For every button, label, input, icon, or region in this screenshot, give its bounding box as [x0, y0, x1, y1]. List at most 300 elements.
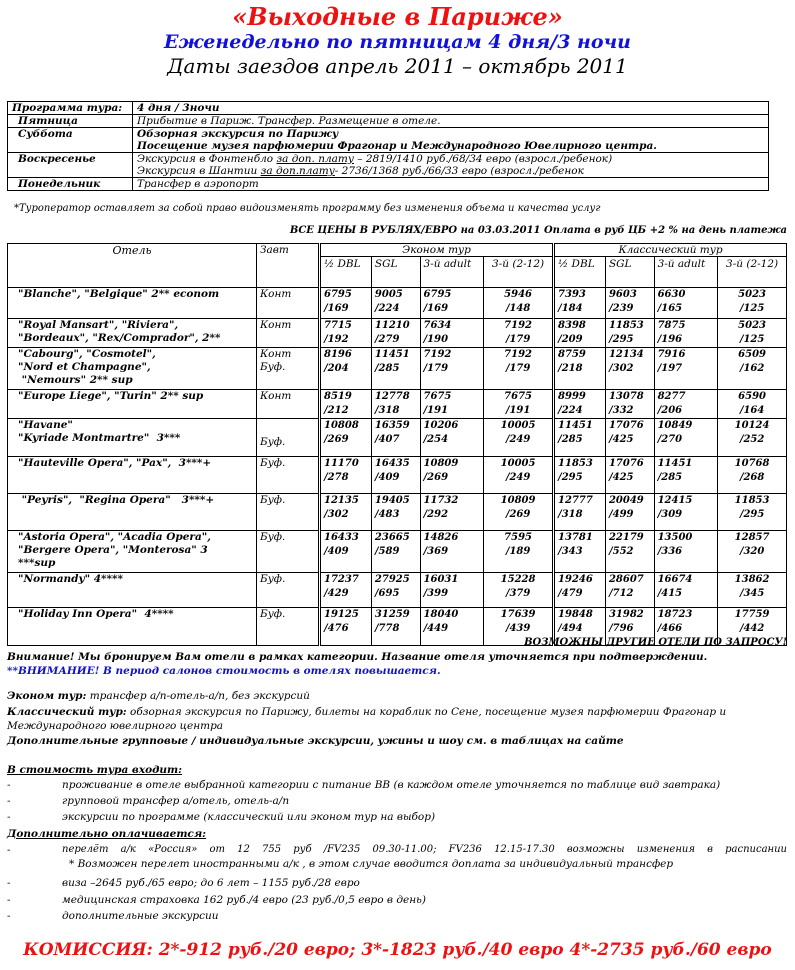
price-eur: /476	[324, 623, 349, 634]
dash-bullet: -	[7, 811, 11, 823]
price-eur: /218	[558, 363, 583, 374]
price-eur: /415	[657, 588, 683, 599]
hotel-price-row	[8, 419, 787, 457]
price-eur: /494	[558, 623, 583, 634]
econom-price-cell	[484, 419, 554, 457]
classic-price-cell	[605, 348, 654, 390]
price-eur: /336	[657, 546, 683, 557]
econom-price-cell	[484, 531, 554, 573]
hotel-name	[8, 494, 257, 531]
price-rub: 13781	[558, 532, 593, 543]
price-eur: /320	[739, 546, 765, 557]
classic-price-cell	[605, 319, 654, 348]
hotel-price-row	[8, 319, 787, 348]
classic-price-cell	[554, 348, 606, 390]
classic-price-cell	[718, 319, 787, 348]
price-eur: /332	[608, 405, 634, 416]
econom-price-cell	[320, 390, 372, 419]
program-duration: 4 дня / 3ночи	[133, 102, 769, 115]
price-eur: /292	[423, 509, 449, 520]
day-name: Пятница	[8, 115, 133, 128]
price-eur: /179	[505, 363, 531, 374]
breakfast-line: Буф.	[260, 573, 286, 585]
price-eur: /165	[657, 303, 683, 314]
hotel-name	[8, 419, 257, 457]
econom-price-cell	[371, 348, 420, 390]
price-rub: 11451	[558, 420, 593, 431]
price-rub: 12415	[657, 495, 693, 506]
classic-price-cell	[718, 419, 787, 457]
classic-price-cell	[554, 494, 606, 531]
price-rub: 31259	[374, 609, 410, 620]
price-eur: /190	[423, 334, 449, 345]
price-eur: /295	[739, 509, 765, 520]
econom-price-cell	[420, 573, 484, 608]
econom-price-cell	[420, 608, 484, 646]
extra-charge-link: за доп. плату	[276, 153, 354, 165]
econom-price-cell	[320, 419, 372, 457]
classic-price-cell	[554, 531, 606, 573]
price-rub: 6795	[423, 289, 452, 300]
hotel-name-line: "Nord et Champagne",	[18, 361, 151, 373]
classic-price-cell	[554, 419, 606, 457]
econom-price-cell	[484, 494, 554, 531]
price-rub: 17076	[608, 458, 644, 469]
hotel-name-line: "Hauteville Opera", "Pax", 3***+	[18, 457, 212, 469]
classic-price-cell	[605, 494, 654, 531]
price-rub: 28607	[608, 574, 644, 585]
price-rub: 19246	[558, 574, 593, 585]
hotel-name-line: "Cabourg", "Cosmotel",	[18, 348, 156, 360]
hotel-name	[8, 390, 257, 419]
econom-price-cell	[420, 494, 484, 531]
activity-text: – 2819/1410 руб./68/34 евро (взросл./ребенок)	[353, 153, 613, 165]
dash-bullet: -	[7, 910, 11, 922]
hotel-column-header: Отель	[8, 244, 257, 288]
econom-price-cell	[420, 319, 484, 348]
price-rub: 7916	[657, 349, 686, 360]
price-eur: /295	[558, 472, 583, 483]
classic-price-cell	[554, 457, 606, 494]
price-eur: /479	[558, 588, 583, 599]
price-rub: 15228	[500, 574, 536, 585]
econom-price-cell	[320, 608, 372, 646]
price-rub: 7715	[324, 320, 352, 331]
classic-description	[7, 705, 787, 733]
hotel-price-row	[8, 531, 787, 573]
price-rub: 12857	[734, 532, 770, 543]
price-rub: 6509	[738, 349, 766, 360]
price-eur: /318	[558, 509, 583, 520]
price-eur: /249	[505, 434, 531, 445]
price-rub: 5023	[738, 320, 766, 331]
econom-price-cell	[420, 348, 484, 390]
price-rub: 19848	[558, 609, 593, 620]
price-eur: /345	[739, 588, 765, 599]
price-rub: 12135	[324, 495, 359, 506]
hotel-name	[8, 319, 257, 348]
econom-price-cell	[320, 288, 372, 319]
price-eur: /204	[324, 363, 349, 374]
price-rub: 12778	[374, 391, 410, 402]
price-eur: /125	[739, 303, 765, 314]
dash-bullet: -	[7, 844, 11, 856]
price-eur: /429	[324, 588, 349, 599]
price-rub: 10005	[500, 458, 536, 469]
price-rub: 13862	[734, 574, 770, 585]
classic-price-cell	[718, 573, 787, 608]
econom-price-cell	[371, 419, 420, 457]
price-rub: 10809	[423, 458, 459, 469]
econom-price-cell	[371, 457, 420, 494]
hotel-name-line: "Europe Liege", "Turin" 2** sup	[18, 390, 204, 402]
breakfast-line: Конт	[260, 390, 292, 402]
price-rub: 11210	[374, 320, 410, 331]
price-eur: /270	[657, 434, 683, 445]
price-column-header: SGL	[371, 257, 420, 288]
price-eur: /279	[374, 334, 400, 345]
price-eur: /343	[558, 546, 583, 557]
price-eur: /302	[324, 509, 349, 520]
classic-label: Классический тур:	[7, 706, 127, 718]
dash-bullet: -	[7, 877, 11, 889]
program-day-row	[8, 153, 769, 178]
econom-price-cell	[420, 457, 484, 494]
hotel-name-line: "Royal Mansart", "Riviera",	[18, 319, 179, 331]
price-rub: 6630	[657, 289, 686, 300]
price-rub: 11170	[324, 458, 359, 469]
econom-price-cell	[371, 288, 420, 319]
breakfast-line: Конт	[260, 288, 292, 300]
activity-line: Посещение музея парфюмерии Фрагонар и Международного Ювелирного центра.	[137, 140, 657, 152]
econom-price-cell	[320, 494, 372, 531]
classic-price-cell	[605, 457, 654, 494]
econom-price-cell	[420, 419, 484, 457]
hotel-price-row	[8, 288, 787, 319]
hotel-name	[8, 573, 257, 608]
included-item-text: групповой трансфер а/отель, отель-а/п	[62, 795, 290, 807]
price-rub: 10124	[734, 420, 770, 431]
price-rub: 23665	[374, 532, 410, 543]
additional-item-text: * Возможен перелет иностранными а/к , в этом случае вводится доплата за индивидуальный трансфер	[69, 858, 674, 870]
price-rub: 7875	[657, 320, 686, 331]
price-eur: /295	[608, 334, 634, 345]
price-rub: 19125	[324, 609, 359, 620]
price-eur: /224	[374, 303, 400, 314]
price-header-row	[8, 244, 787, 257]
price-eur: /425	[608, 434, 634, 445]
price-eur: /695	[374, 588, 400, 599]
price-eur: /449	[423, 623, 449, 634]
price-rub: 5946	[504, 289, 532, 300]
dash-bullet: -	[7, 779, 11, 791]
price-eur: /179	[423, 363, 449, 374]
program-header-row	[8, 102, 769, 115]
hotel-name-line: "Normandy" 4****	[18, 573, 123, 585]
price-eur: /252	[739, 434, 765, 445]
econom-group-header: Эконом тур	[320, 244, 554, 257]
hotel-price-row	[8, 390, 787, 419]
price-eur: /197	[657, 363, 683, 374]
price-column-header: 3-й adult	[420, 257, 484, 288]
price-eur: /409	[374, 472, 400, 483]
econom-price-cell	[371, 319, 420, 348]
price-eur: /439	[505, 623, 531, 634]
price-rub: 6590	[738, 391, 766, 402]
econom-price-cell	[371, 531, 420, 573]
day-name: Суббота	[8, 128, 133, 153]
price-eur: /552	[608, 546, 634, 557]
price-eur: /269	[505, 509, 531, 520]
day-name: Понедельник	[8, 178, 133, 191]
price-table	[7, 243, 787, 646]
price-rub: 12134	[608, 349, 644, 360]
econom-price-cell	[320, 531, 372, 573]
econom-price-cell	[320, 573, 372, 608]
day-activity: Прибытие в Париж. Трансфер. Размещение в отеле.	[133, 115, 769, 128]
price-eur: /162	[739, 363, 765, 374]
hotel-name	[8, 288, 257, 319]
breakfast-line: Буф.	[260, 436, 286, 448]
price-eur: /196	[657, 334, 683, 345]
price-eur: /407	[374, 434, 400, 445]
price-eur: /796	[608, 623, 634, 634]
hotel-name-line: "Astoria Opera", "Acadia Opera",	[18, 531, 211, 543]
hotel-name-line: ***sup	[18, 557, 56, 569]
breakfast-line: Конт	[260, 348, 292, 360]
classic-price-cell	[605, 419, 654, 457]
breakfast-type	[257, 494, 320, 531]
page-title: «Выходные в Париже»	[232, 2, 563, 31]
price-eur: /278	[324, 472, 349, 483]
commission-line: КОМИССИЯ: 2*-912 руб./20 евро; 3*-1823 руб./40 евро 4*-2735 руб./60 евро	[23, 940, 772, 960]
price-rub: 10849	[657, 420, 693, 431]
hotel-name-line: "Nemours" 2** sup	[18, 374, 133, 386]
price-rub: 8519	[324, 391, 352, 402]
price-rub: 18040	[423, 609, 459, 620]
price-rub: 7393	[558, 289, 586, 300]
price-eur: /425	[608, 472, 634, 483]
classic-price-cell	[718, 348, 787, 390]
price-rub: 22179	[608, 532, 644, 543]
price-eur: /778	[374, 623, 400, 634]
price-eur: /369	[423, 546, 449, 557]
price-eur: /379	[505, 588, 531, 599]
price-rub: 13500	[657, 532, 693, 543]
breakfast-type	[257, 608, 320, 646]
price-rub: 14826	[423, 532, 459, 543]
price-rub: 13078	[608, 391, 644, 402]
price-rub: 27925	[374, 574, 410, 585]
included-item-text: экскурсии по программе (классический или эконом тур на выбор)	[62, 811, 436, 823]
activity-text: Экскурсия в Фонтенбло	[137, 153, 277, 165]
additional-item-text: дополнительные экскурсии	[62, 910, 219, 922]
breakfast-type	[257, 348, 320, 390]
price-rub: 10206	[423, 420, 459, 431]
breakfast-line: Буф.	[260, 531, 286, 543]
hotel-name	[8, 531, 257, 573]
breakfast-type	[257, 319, 320, 348]
breakfast-line: Буф.	[260, 457, 286, 469]
price-eur: /302	[608, 363, 634, 374]
breakfast-type	[257, 457, 320, 494]
breakfast-line: Конт	[260, 319, 292, 331]
price-rub: 8759	[558, 349, 586, 360]
price-eur: /164	[739, 405, 765, 416]
price-column-header: 3-й (2-12)	[484, 257, 554, 288]
price-rub: 5023	[738, 289, 766, 300]
hotel-name-line: "Bordeaux", "Rex/Comprador", 2**	[18, 332, 221, 344]
price-column-header: 3-й adult	[654, 257, 718, 288]
price-rub: 6795	[324, 289, 352, 300]
price-rub: 8398	[558, 320, 586, 331]
price-eur: /189	[505, 546, 531, 557]
econom-price-cell	[371, 573, 420, 608]
price-rub: 10809	[500, 495, 536, 506]
prices-note: ВСЕ ЦЕНЫ В РУБЛЯХ/ЕВРО на 03.03.2011 Оплата в руб ЦБ +2 % на день платежа	[289, 225, 787, 236]
price-eur: /209	[558, 334, 583, 345]
activity-line	[137, 153, 764, 165]
price-eur: /269	[324, 434, 349, 445]
econom-price-cell	[371, 494, 420, 531]
price-rub: 11451	[374, 349, 410, 360]
activity-text: Экскурсия в Шантии	[137, 165, 261, 177]
price-eur: /442	[739, 623, 765, 634]
day-activity	[133, 128, 769, 153]
price-rub: 19405	[374, 495, 410, 506]
price-column-header: ½ DBL	[554, 257, 606, 288]
booking-warning: Внимание! Мы бронируем Вам отели в рамках категории. Название отеля уточняется при подтверждении.	[7, 651, 708, 663]
hotel-name-line: "Peyris", "Regina Opera" 3***+	[18, 494, 215, 506]
classic-price-cell	[605, 531, 654, 573]
hotel-name-line: "Holiday Inn Opera" 4****	[18, 608, 174, 620]
classic-price-cell	[654, 419, 718, 457]
price-rub: 17076	[608, 420, 644, 431]
econom-price-cell	[484, 390, 554, 419]
program-day-row	[8, 115, 769, 128]
price-rub: 7675	[423, 391, 452, 402]
price-rub: 20049	[608, 495, 644, 506]
classic-price-cell	[654, 319, 718, 348]
price-rub: 16359	[374, 420, 410, 431]
classic-price-cell	[554, 288, 606, 319]
other-hotels-note: ВОЗМОЖНЫ ДРУГИЕ ОТЕЛИ ПО ЗАПРОСУ!	[524, 637, 787, 648]
classic-price-cell	[718, 531, 787, 573]
program-table	[7, 101, 769, 191]
classic-group-header: Классический тур	[554, 244, 787, 257]
price-eur: /192	[324, 334, 349, 345]
extra-excursions-note: Дополнительные групповые / индивидуальные экскурсии, ужины и шоу см. в таблицах на сайте	[7, 735, 624, 747]
breakfast-type	[257, 288, 320, 319]
hotel-name-line: "Kyriade Montmartre" 3***	[18, 432, 181, 444]
hotel-name	[8, 348, 257, 390]
day-activity: Трансфер в аэропорт	[133, 178, 769, 191]
activity-text: - 2736/1368 руб./66/33 евро (взросл./ребенок	[334, 165, 584, 177]
price-eur: /125	[739, 334, 765, 345]
price-eur: /285	[374, 363, 400, 374]
hotel-name	[8, 608, 257, 646]
activity-line	[137, 165, 764, 177]
additional-item-text: виза –2645 руб./65 евро; до 6 лет – 1155 руб./28 евро	[62, 877, 360, 889]
hotel-price-row	[8, 457, 787, 494]
hotel-name	[8, 457, 257, 494]
price-eur: /483	[374, 509, 400, 520]
price-eur: /409	[324, 546, 349, 557]
page-subtitle: Еженедельно по пятницам 4 дня/3 ночи	[164, 31, 631, 53]
econom-price-cell	[420, 288, 484, 319]
price-rub: 7192	[504, 320, 532, 331]
price-rub: 16435	[374, 458, 410, 469]
price-rub: 17237	[324, 574, 359, 585]
classic-price-cell	[718, 494, 787, 531]
price-rub: 9603	[608, 289, 637, 300]
price-rub: 7192	[423, 349, 452, 360]
econom-text: трансфер а/п-отель-а/п, без экскурсий	[86, 690, 310, 702]
price-eur: /249	[505, 472, 531, 483]
breakfast-line: Буф.	[260, 361, 286, 373]
additional-item-text: медицинская страховка 162 руб./4 евро (23 руб./0,5 евро в день)	[62, 894, 426, 906]
price-eur: /148	[505, 303, 531, 314]
price-eur: /206	[657, 405, 683, 416]
price-eur: /466	[657, 623, 683, 634]
breakfast-type	[257, 419, 320, 457]
price-eur: /179	[505, 334, 531, 345]
price-eur: /212	[324, 405, 349, 416]
econom-price-cell	[420, 531, 484, 573]
price-rub: 18723	[657, 609, 693, 620]
classic-price-cell	[654, 288, 718, 319]
activity-line: Обзорная экскурсия по Парижу	[137, 128, 339, 140]
price-rub: 10005	[500, 420, 536, 431]
breakfast-type	[257, 531, 320, 573]
hotel-price-row	[8, 573, 787, 608]
price-rub: 16674	[657, 574, 693, 585]
breakfast-line: Буф.	[260, 608, 286, 620]
classic-text: обзорная экскурсия по Парижу, билеты на кораблик по Сене, посещение музея парфюмерии Фрагонар и Международного ювелирного центра	[7, 706, 727, 732]
price-eur: /169	[324, 303, 349, 314]
price-rub: 11853	[608, 320, 644, 331]
econom-price-cell	[484, 457, 554, 494]
additional-heading: Дополнительно оплачивается:	[7, 828, 207, 840]
price-rub: 7634	[423, 320, 452, 331]
price-rub: 16031	[423, 574, 459, 585]
classic-price-cell	[554, 573, 606, 608]
price-column-header: 3-й (2-12)	[718, 257, 787, 288]
classic-price-cell	[554, 390, 606, 419]
program-day-row	[8, 128, 769, 153]
hotel-price-row	[8, 494, 787, 531]
classic-price-cell	[554, 319, 606, 348]
included-heading: В стоимость тура входит:	[7, 764, 183, 776]
econom-price-cell	[484, 319, 554, 348]
price-eur: /285	[558, 434, 583, 445]
program-label: Программа тура:	[8, 102, 133, 115]
price-eur: /239	[608, 303, 634, 314]
price-eur: /318	[374, 405, 400, 416]
price-eur: /268	[739, 472, 765, 483]
day-name: Воскресенье	[8, 153, 133, 178]
classic-price-cell	[654, 494, 718, 531]
econom-price-cell	[484, 288, 554, 319]
price-rub: 11853	[558, 458, 593, 469]
price-column-header: ½ DBL	[320, 257, 372, 288]
price-rub: 10768	[734, 458, 770, 469]
price-eur: /254	[423, 434, 449, 445]
econom-price-cell	[484, 573, 554, 608]
classic-price-cell	[654, 348, 718, 390]
price-eur: /589	[374, 546, 400, 557]
econom-description	[7, 689, 787, 703]
